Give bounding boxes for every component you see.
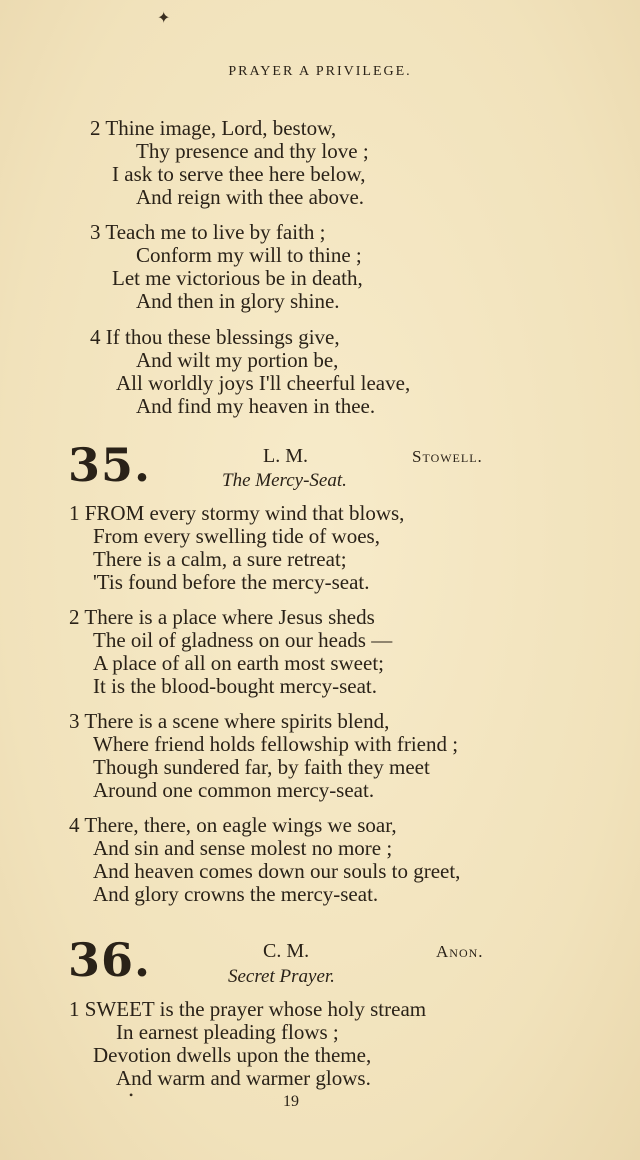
running-header: PRAYER A PRIVILEGE. [228, 64, 412, 79]
verse-line: 4 There, there, on eagle wings we soar, [69, 813, 397, 837]
hymn-meter: C. M. [263, 940, 310, 962]
verse-line: And find my heaven in thee. [136, 394, 376, 418]
verse-line: Around one common mercy-seat. [93, 778, 375, 802]
verse-line: And warm and warmer glows. [116, 1066, 371, 1090]
verse-line: And wilt my portion be, [136, 348, 339, 372]
hymn-author: Stowell. [412, 447, 483, 466]
verse-line: Devotion dwells upon the theme, [93, 1043, 372, 1067]
verse-line: 'Tis found before the mercy-seat. [93, 570, 370, 594]
hymn-meter: L. M. [263, 445, 308, 467]
verse-line: Let me victorious be in death, [112, 266, 363, 290]
verse-line: Where friend holds fellowship with friend ; [93, 732, 459, 756]
verse-line: And heaven comes down our souls to greet, [93, 859, 461, 883]
verse-line: Conform my will to thine ; [136, 243, 362, 267]
verse-line: From every swelling tide of woes, [93, 524, 380, 548]
verse-line: And reign with thee above. [136, 185, 365, 209]
verse-line: All worldly joys I'll cheerful leave, [116, 371, 411, 395]
top-ornament: ✦ [157, 10, 171, 27]
verse-line: 2 Thine image, Lord, bestow, [90, 116, 337, 140]
verse-line: There is a calm, a sure retreat; [93, 547, 347, 571]
verse-line: A place of all on earth most sweet; [93, 651, 384, 675]
verse-line: Though sundered far, by faith they meet [93, 755, 430, 779]
verse-line: 3 There is a scene where spirits blend, [69, 709, 390, 733]
bottom-ornament: • [129, 1088, 134, 1102]
hymn-number: 35. [68, 438, 152, 492]
verse-line: And sin and sense molest no more ; [93, 836, 393, 860]
verse-line: 4 If thou these blessings give, [90, 325, 340, 349]
verse-line: And then in glory shine. [136, 289, 340, 313]
verse-line: In earnest pleading flows ; [116, 1020, 339, 1044]
verse-line: The oil of gladness on our heads — [93, 628, 393, 652]
verse-line: And glory crowns the mercy-seat. [93, 882, 379, 906]
hymn-subtitle: The Mercy-Seat. [222, 470, 347, 491]
verse-line: Thy presence and thy love ; [136, 139, 369, 163]
hymn-author: Anon. [436, 942, 484, 961]
verse-line: 1 FROM every stormy wind that blows, [69, 501, 405, 525]
hymn-number: 36. [68, 933, 152, 987]
verse-line: I ask to serve thee here below, [112, 162, 366, 186]
verse-line: 1 SWEET is the prayer whose holy stream [69, 997, 427, 1021]
verse-line: It is the blood-bought mercy-seat. [93, 674, 378, 698]
page-number: 19 [283, 1093, 299, 1110]
verse-line: 2 There is a place where Jesus sheds [69, 605, 375, 629]
verse-line: 3 Teach me to live by faith ; [90, 220, 326, 244]
hymn-subtitle: Secret Prayer. [228, 966, 335, 987]
